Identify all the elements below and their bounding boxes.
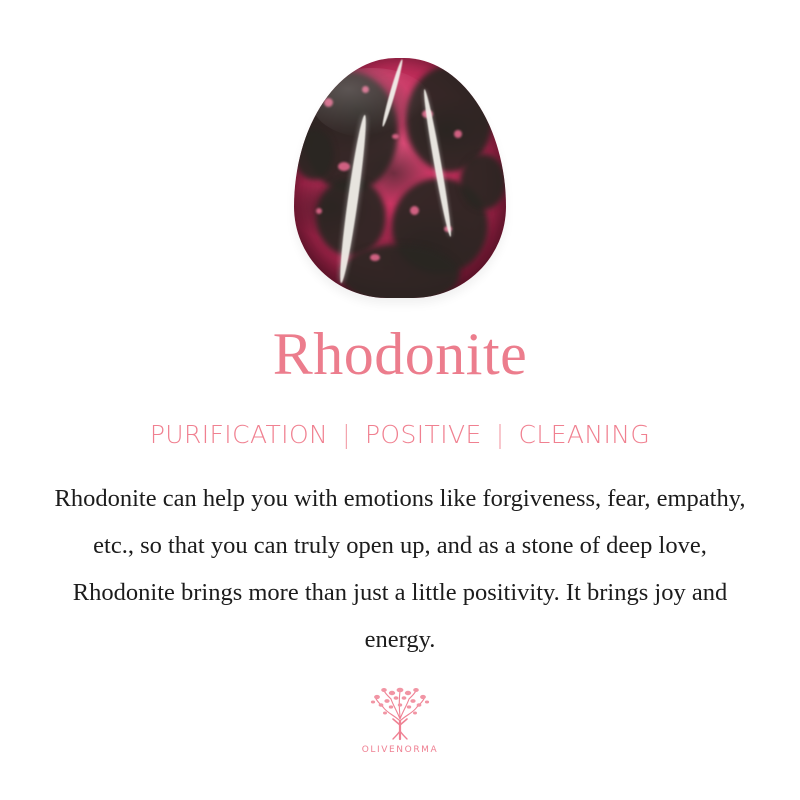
product-keywords — [150, 420, 650, 449]
rhodonite-stone-image — [294, 58, 506, 298]
stone-speckle — [362, 86, 369, 93]
keyword-positive: POSITIVE — [364, 420, 482, 449]
brand-logo — [340, 681, 460, 755]
product-image-container — [0, 0, 800, 320]
stone-speckle — [410, 206, 419, 215]
keyword-separator: | — [495, 420, 505, 449]
stone-speckle — [338, 162, 350, 171]
tree-of-life-icon — [363, 681, 437, 743]
stone-texture-blob — [294, 128, 334, 180]
stone-texture-blob — [340, 244, 460, 298]
keyword-cleaning: CLEANING — [518, 420, 651, 449]
product-title: Rhodonite — [272, 321, 528, 387]
stone-speckle — [316, 208, 322, 214]
stone-speckle — [454, 130, 462, 138]
stone-speckle — [392, 134, 399, 139]
product-description: Rhodonite can help you with emotions like forgiveness, fear, empathy, etc., so that you can truly open up, and as a stone of deep love, Rhodonite brings more than just a little positivity. It brings joy and energy. — [54, 485, 746, 653]
stone-speckle — [370, 254, 380, 261]
keyword-purification: PURIFICATION — [149, 420, 329, 449]
keyword-separator: | — [342, 420, 351, 449]
stone-texture-blob — [460, 154, 506, 210]
brand-name: OLIVENORMA — [361, 745, 439, 755]
stone-speckle — [324, 98, 333, 107]
